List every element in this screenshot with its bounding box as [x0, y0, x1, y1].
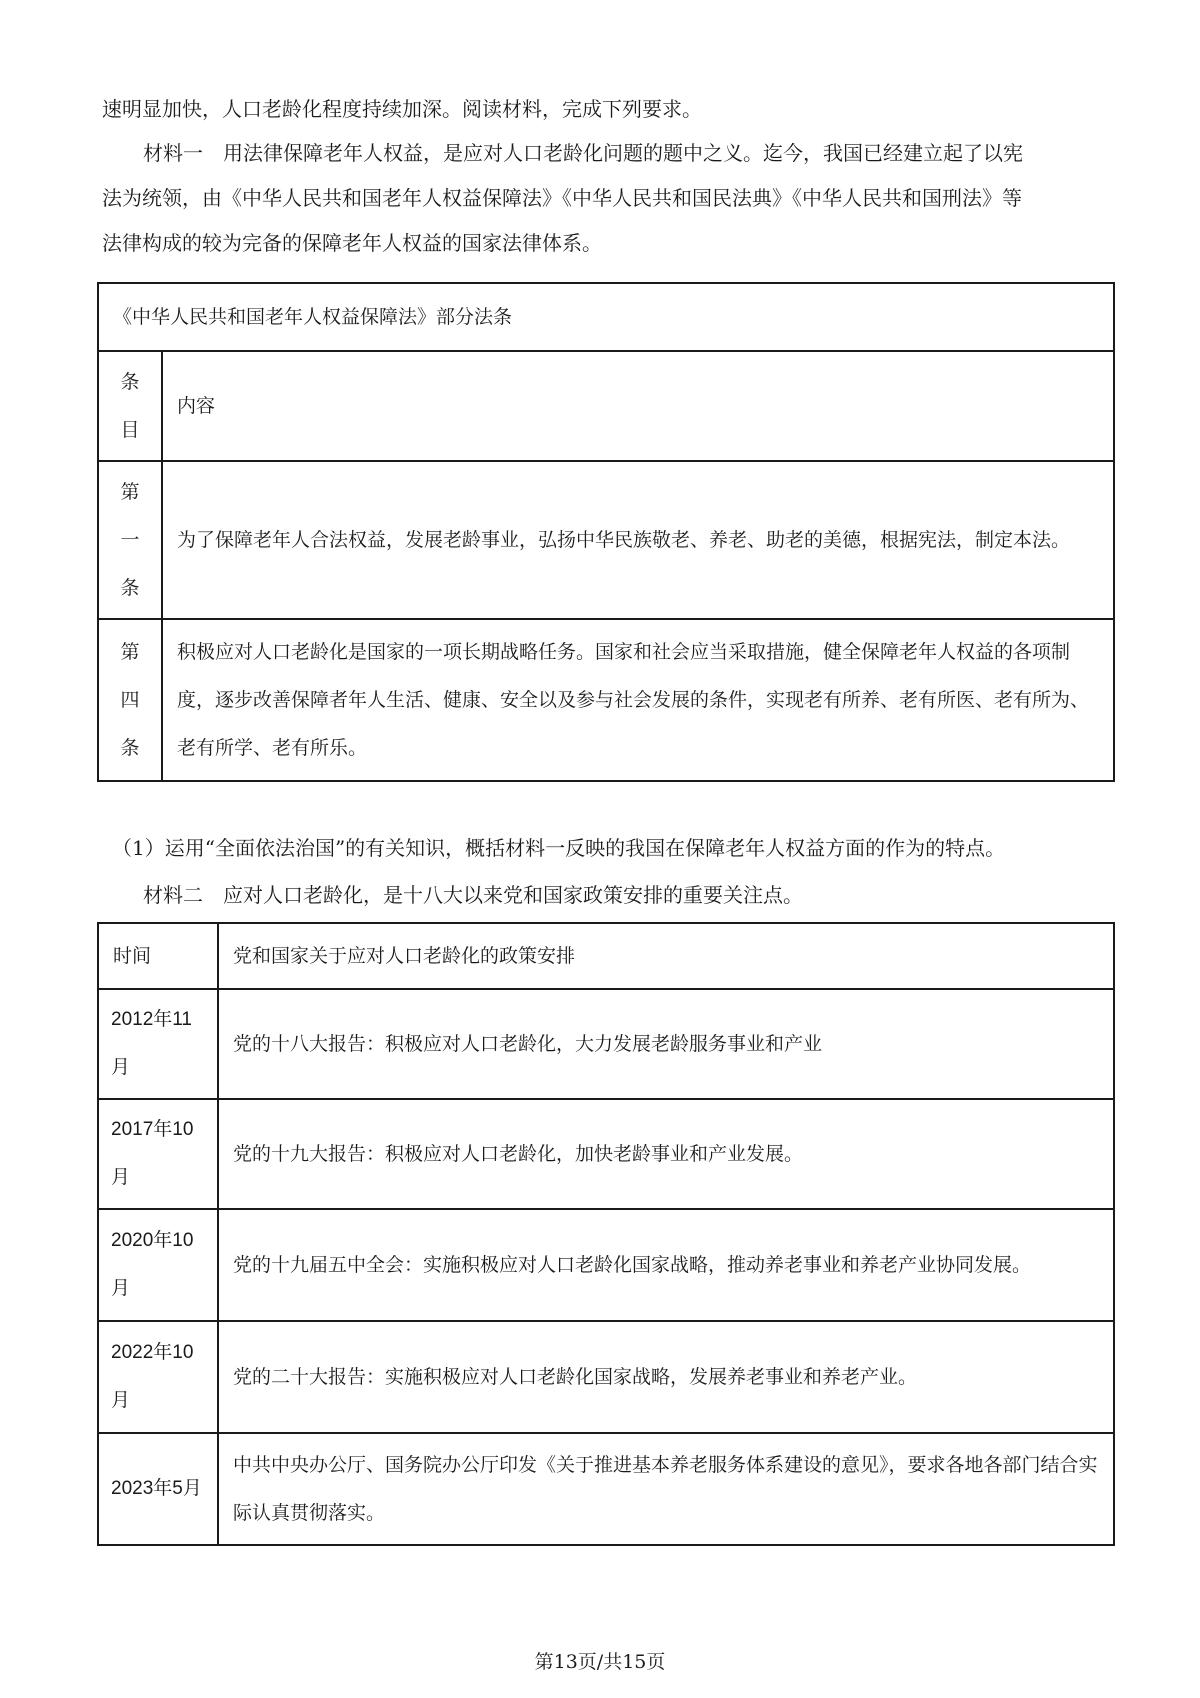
- material1-line-1: 材料一 用法律保障老年人权益，是应对人口老龄化问题的题中之义。迄今，我国已经建立起了以宪: [143, 141, 1023, 165]
- law-article-content: 积极应对人口老龄化是国家的一项长期战略任务。国家和社会应当采取措施，健全保障老年人权益的各项制度，逐步改善保障者年人生活、健康、安全以及参与社会发展的条件，实现老有所养、老有所医、老有所为、老有所学、老有所乐。: [162, 619, 1114, 781]
- policy-content: 中共中央办公厅、国务院办公厅印发《关于推进基本养老服务体系建设的意见》，要求各地各部门结合实际认真贯彻落实。: [218, 1433, 1114, 1545]
- law-article-content: 为了保障老年人合法权益，发展老龄事业，弘扬中华民族敬老、养老、助老的美德，根据宪法，制定本法。: [162, 461, 1114, 619]
- table-row: [98, 461, 1114, 619]
- policy-content: 党的十八大报告：积极应对人口老龄化，大力发展老龄服务事业和产业: [218, 989, 1114, 1099]
- table-row: [98, 1099, 1114, 1209]
- law-table-header-row: [98, 351, 1114, 461]
- policy-time: 2012年11月: [98, 989, 218, 1099]
- policy-table-header-row: [98, 923, 1114, 989]
- question-1: （1）运用“全面依法治国”的有关知识，概括材料一反映的我国在保障老年人权益方面的作为的特点。: [112, 836, 1006, 860]
- policy-time: 2020年10月: [98, 1209, 218, 1321]
- law-article-label: 第四条: [98, 619, 162, 781]
- table-row: [98, 1209, 1114, 1321]
- policy-table-header-content: 党和国家关于应对人口老龄化的政策安排: [218, 923, 1114, 989]
- policy-timeline-table: [97, 922, 1115, 1546]
- law-table-header-content: 内容: [162, 351, 1114, 461]
- policy-content: 党的二十大报告：实施积极应对人口老龄化国家战略，发展养老事业和养老产业。: [218, 1321, 1114, 1433]
- intro-line-0: 速明显加快，人口老龄化程度持续加深。阅读材料，完成下列要求。: [102, 97, 702, 121]
- table-row: [98, 989, 1114, 1099]
- law-table-header-article: 条目: [98, 351, 162, 461]
- table-row: [98, 1321, 1114, 1433]
- law-article-label: 第一条: [98, 461, 162, 619]
- policy-table-header-time: 时间: [98, 923, 218, 989]
- material1-line-3: 法律构成的较为完备的保障老年人权益的国家法律体系。: [102, 231, 602, 255]
- policy-time: 2017年10月: [98, 1099, 218, 1209]
- table-row: [98, 619, 1114, 781]
- law-table-title-row: [98, 283, 1114, 351]
- policy-time: 2023年5月: [98, 1433, 218, 1545]
- policy-time: 2022年10月: [98, 1321, 218, 1433]
- law-articles-table: [97, 282, 1115, 782]
- table-row: [98, 1433, 1114, 1545]
- policy-content: 党的十九大报告：积极应对人口老龄化，加快老龄事业和产业发展。: [218, 1099, 1114, 1209]
- policy-content: 党的十九届五中全会：实施积极应对人口老龄化国家战略，推动养老事业和养老产业协同发展。: [218, 1209, 1114, 1321]
- page-footer: 第13页/共15页: [534, 1651, 666, 1673]
- material1-line-2: 法为统领，由《中华人民共和国老年人权益保障法》《中华人民共和国民法典》《中华人民共和国刑法》等: [102, 186, 1022, 210]
- law-table-title: 《中华人民共和国老年人权益保障法》部分法条: [98, 283, 1114, 351]
- material2-intro: 材料二 应对人口老龄化，是十八大以来党和国家政策安排的重要关注点。: [143, 883, 803, 907]
